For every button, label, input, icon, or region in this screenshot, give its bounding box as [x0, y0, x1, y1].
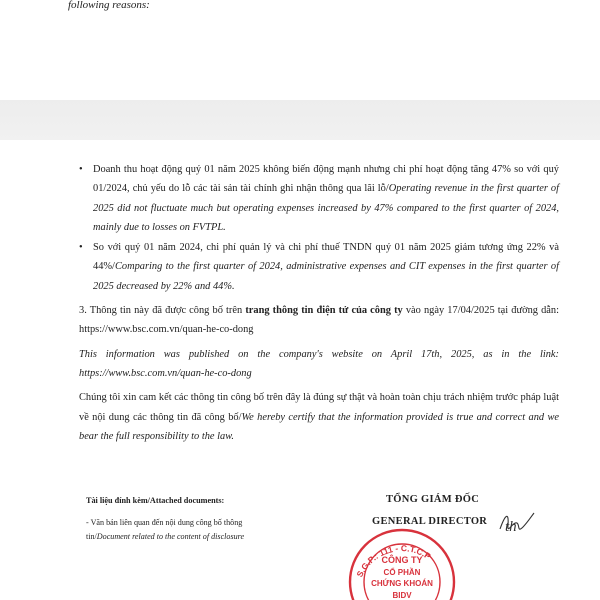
following-reasons-text: following reasons: — [68, 0, 150, 11]
signature-scribble — [497, 507, 537, 541]
certification-vi: Chúng tôi xin cam kết các thông tin công bố trên đây là đúng sự thật và hoàn toàn chịu trách nhiệm trước pháp luật về nội dung các thông tin đã công bố/ — [79, 392, 559, 423]
certification-en: We hereby certify that the information provided is true and correct and we bear the full responsibility to the law. — [79, 411, 559, 442]
seal-line-3: CHỨNG KHOÁN — [371, 579, 433, 588]
item-3-english-text: This information was published on the company's website on April 17th, 2025, as in the link: https://www.bsc.com.vn/quan-he-co-dong — [79, 348, 559, 379]
bullet-revenue-en: Operating revenue in the first quarter of 2025 did not fluctuate much but operating expenses increased by 47% compared to the first quarter of 2024, mainly due to losses on FVTPL. — [93, 183, 559, 233]
seal-ring-text: S.G.P.: 111 - C.T.C.P — [354, 543, 433, 579]
bullet-expenses — [79, 238, 559, 296]
seal-line-4: BIDV — [392, 591, 412, 600]
item-3-post: vào ngày 17/04/2025 tại đường dẫn: https://www.bsc.com.vn/quan-he-co-dong — [79, 305, 559, 336]
seal-line-2: CỔ PHẦN — [383, 568, 421, 577]
seal-line-1: CÔNG TY — [381, 555, 423, 565]
item-3-english — [79, 345, 559, 384]
attachment-item — [86, 516, 276, 544]
general-director-title-vi: TỔNG GIÁM ĐỐC — [386, 494, 480, 505]
item-3-pre: 3. Thông tin này đã được công bố trên — [79, 305, 246, 317]
bullet-revenue — [79, 160, 559, 237]
certification-paragraph — [79, 388, 559, 446]
bullet-revenue-vi: Doanh thu hoạt động quý 01 năm 2025 không biến động mạnh nhưng chi phí hoạt động tăng 47% so với quý 01/2024, chủ yếu do lỗ các tài sản tài chính ghi nhận thông qua lãi lỗ/ — [93, 164, 559, 195]
attachment-item-vi: - Văn bản liên quan đến nội dung công bố thông tin/ — [86, 517, 243, 541]
attachments-block — [86, 494, 276, 544]
previous-page-fragment — [0, 0, 600, 100]
company-seal — [342, 520, 462, 600]
attachment-item-en: Document related to the content of disclosure — [96, 531, 245, 541]
page-gap — [0, 100, 600, 140]
general-director-title-en: GENERAL DIRECTOR — [372, 516, 488, 527]
document-body — [79, 160, 559, 446]
bullet-dot: • — [79, 242, 83, 254]
signature-initials: th — [505, 519, 517, 535]
bullet-dot: • — [79, 164, 83, 175]
attachments-heading: Tài liệu đính kèm/Attached documents: — [86, 496, 225, 505]
bullet-expenses-en: Comparing to the first quarter of 2024, administrative expenses and CIT expenses in the first quarter of 2025 decreased by 22% and 44%. — [93, 261, 559, 292]
company-website-bold: trang thông tin điện tử của công ty — [245, 305, 403, 317]
bullet-expenses-vi: So với quý 01 năm 2024, chi phí quản lý và chi phí thuế TNDN quý 01 năm 2025 giảm tương ứng 22% và 44%/ — [93, 242, 559, 273]
item-3-paragraph — [79, 301, 559, 340]
